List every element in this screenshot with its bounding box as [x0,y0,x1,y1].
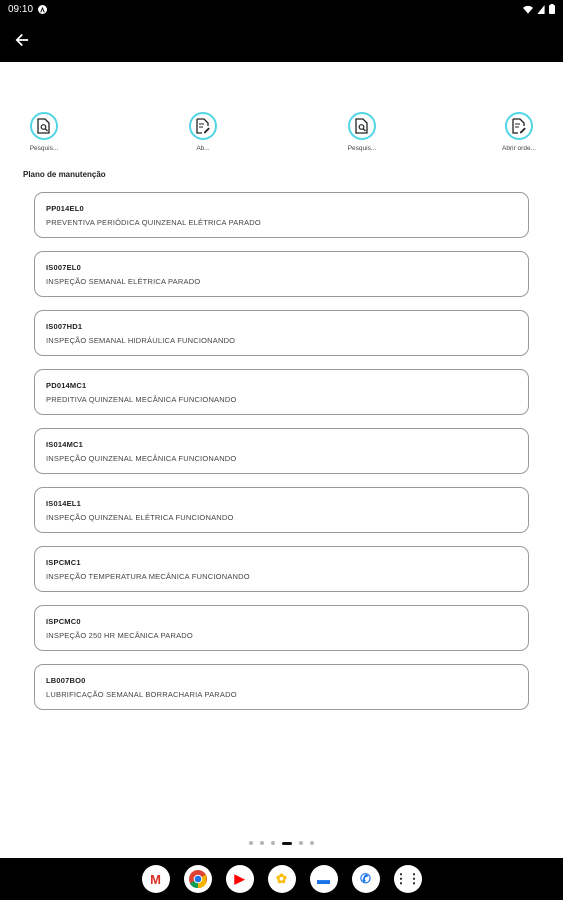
status-bar [0,0,563,18]
action-label: Abrir orde... [502,145,536,152]
action-label: Ab... [196,145,210,152]
plan-code: IS007HD1 [46,322,83,331]
plan-card[interactable] [34,428,529,474]
plan-card[interactable] [34,605,529,651]
page-dot[interactable] [299,841,303,845]
plan-card[interactable] [34,310,529,356]
action-search-1[interactable] [13,112,75,152]
app-drawer-icon[interactable]: ⋮⋮ [394,865,422,893]
document-edit-icon [196,118,210,134]
action-search-1-circle [30,112,58,140]
plan-description: INSPEÇÃO TEMPERATURA MECÂNICA FUNCIONANDO [46,572,250,581]
action-open-1-circle [189,112,217,140]
plan-description: PREVENTIVA PERIÓDICA QUINZENAL ELÉTRICA PARADO [46,218,261,227]
status-time: 09:10 [8,3,34,15]
action-label: Pesquis... [347,145,377,152]
wifi-icon [523,5,533,14]
notification-app-icon [38,5,47,14]
plan-description: INSPEÇÃO QUINZENAL MECÂNICA FUNCIONANDO [46,454,237,463]
page-dot[interactable] [249,841,253,845]
taskbar-dock [0,858,563,900]
page-dot-active[interactable] [282,842,292,845]
plan-card[interactable] [34,664,529,710]
plan-card[interactable] [34,192,529,238]
arrow-left-icon [15,33,29,47]
plan-description: LUBRIFICAÇÃO SEMANAL BORRACHARIA PARADO [46,690,237,699]
plan-code: IS014EL1 [46,499,81,508]
page-indicator [0,841,563,845]
plan-description: INSPEÇÃO SEMANAL ELÉTRICA PARADO [46,277,201,286]
gmail-icon[interactable]: M [142,865,170,893]
plan-description: INSPEÇÃO SEMANAL HIDRÁULICA FUNCIONANDO [46,336,236,345]
plan-card[interactable] [34,369,529,415]
plan-code: ISPCMC0 [46,617,81,626]
battery-icon [549,4,555,14]
action-open-2[interactable] [488,112,550,152]
plans-list [34,192,529,723]
page-dot[interactable] [260,841,264,845]
plan-code: IS007EL0 [46,263,81,272]
plan-code: LB007BO0 [46,676,86,685]
phone-icon[interactable]: ✆ [352,865,380,893]
plan-code: PP014EL0 [46,204,84,213]
action-open-1[interactable] [172,112,234,152]
plan-card[interactable] [34,251,529,297]
youtube-icon[interactable]: ▶ [226,865,254,893]
action-search-2-circle [348,112,376,140]
chrome-icon[interactable] [184,865,212,893]
plan-description: INSPEÇÃO QUINZENAL ELÉTRICA FUNCIONANDO [46,513,234,522]
action-label: Pesquis... [29,145,59,152]
messages-icon[interactable]: ▬ [310,865,338,893]
document-search-icon [355,118,369,134]
back-button[interactable] [10,28,34,52]
page-dot[interactable] [271,841,275,845]
action-open-2-circle [505,112,533,140]
document-edit-icon [512,118,526,134]
app-bar [0,18,563,62]
quick-actions [0,112,563,162]
plan-code: PD014MC1 [46,381,87,390]
plan-card[interactable] [34,546,529,592]
plan-description: INSPEÇÃO 250 HR MECÂNICA PARADO [46,631,193,640]
status-right [523,4,555,14]
plan-description: PREDITIVA QUINZENAL MECÂNICA FUNCIONANDO [46,395,237,404]
signal-icon [537,5,545,14]
photos-icon[interactable]: ✿ [268,865,296,893]
section-title: Plano de manutenção [23,170,106,179]
plan-card[interactable] [34,487,529,533]
action-search-2[interactable] [331,112,393,152]
status-left [8,4,47,15]
plan-code: ISPCMC1 [46,558,81,567]
page-dot[interactable] [310,841,314,845]
document-search-icon [37,118,51,134]
plan-code: IS014MC1 [46,440,84,449]
